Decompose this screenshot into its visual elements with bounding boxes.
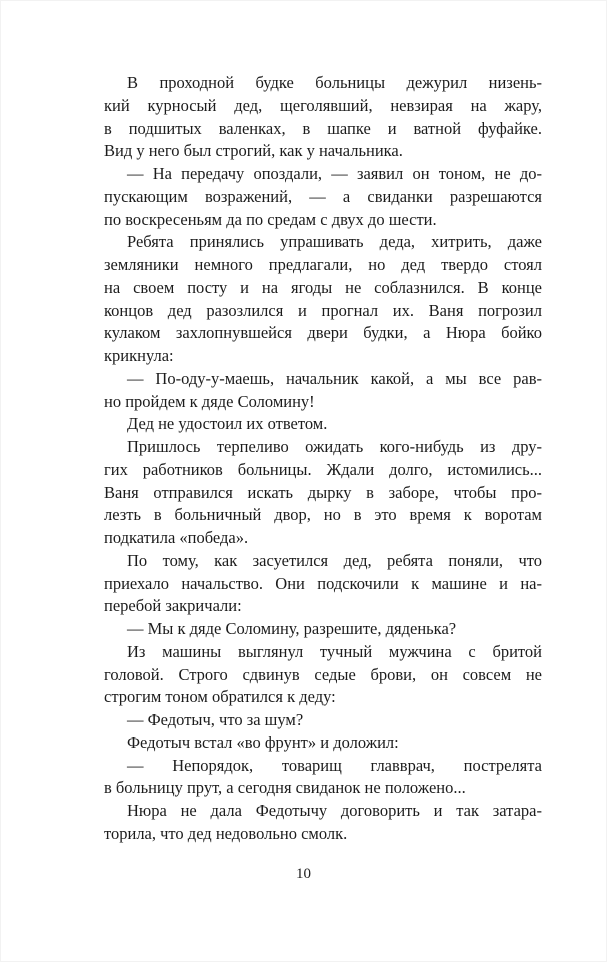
text-line: — На передачу опоздали, — заявил он тоном, не до- [127, 164, 542, 183]
text-line: кий курносый дед, щеголявший, невзирая на жару, [104, 95, 542, 115]
text-line: на своем посту и на ягоды не соблазнился. В конце [104, 277, 542, 297]
text-line: кулаком захлопнувшейся двери будки, а Нюра бойко [104, 323, 542, 343]
paragraph [104, 413, 542, 436]
text-block [104, 72, 542, 846]
text-line: гих работников больницы. Ждали долго, истомились... [104, 459, 542, 479]
text-line: — Федотыч, что за шум? [127, 710, 304, 729]
text-line: — По-оду-у-маешь, начальник какой, а мы все рав- [127, 368, 542, 388]
paragraph [104, 436, 542, 550]
paragraph [104, 550, 542, 618]
text-line: — Непорядок, товарищ главврач, пострелята [127, 755, 542, 775]
paragraph [104, 72, 542, 163]
text-line: Нюра не дала Федотычу договорить и так затара- [127, 801, 542, 820]
text-line: Вид у него был строгий, как у начальника. [104, 141, 403, 161]
text-line: — Мы к дяде Соломину, разрешите, дяденька? [127, 619, 457, 638]
text-line: Из машины выглянул тучный мужчина с бритой [127, 641, 542, 661]
text-line: Ребята принялись упрашивать деда, хитрить, даже [127, 232, 542, 252]
paragraph [104, 732, 542, 755]
text-line: крикнула: [104, 346, 174, 365]
text-line: подкатила «победа». [104, 528, 249, 547]
text-line: Пришлось терпеливо ожидать кого-нибудь из дру- [127, 437, 542, 456]
paragraph [104, 800, 542, 846]
text-line: в больницу прут, а сегодня свиданок не положено... [104, 778, 466, 798]
text-line: Федотыч встал «во фрунт» и доложил: [127, 732, 399, 752]
text-line: приехало начальство. Они подскочили к машине и на- [104, 573, 542, 593]
text-line: перебой закричали: [104, 596, 242, 616]
paragraph [104, 368, 542, 414]
paragraph [104, 755, 542, 801]
text-line: строгим тоном обратился к деду: [104, 687, 336, 707]
text-line: лезть в больничный двор, но в это время к воротам [104, 505, 542, 525]
text-line: но пройдем к дяде Соломину! [104, 391, 315, 411]
paragraph [104, 231, 542, 368]
text-line: земляники немного предлагали, но дед твердо стоял [104, 255, 542, 274]
page-number: 10 [296, 866, 311, 882]
paragraph [104, 163, 542, 231]
text-line: торила, что дед недовольно смолк. [104, 823, 348, 843]
text-line: В проходной будке больницы дежурил низень- [127, 73, 542, 92]
paragraph [104, 641, 542, 709]
text-line: пускающим возражений, — а свиданки разрешаются [104, 186, 542, 206]
paragraph [104, 709, 542, 732]
text-line: По тому, как засуетился дед, ребята поняли, что [127, 550, 542, 570]
text-line: концов дед разозлился и прогнал их. Ваня погрозил [104, 300, 542, 320]
paragraph [104, 618, 542, 641]
text-line: головой. Строго сдвинув седые брови, он совсем не [104, 664, 542, 684]
text-line: Дед не удостоил их ответом. [127, 414, 328, 434]
text-line: Ваня отправился искать дырку в заборе, чтобы про- [104, 482, 542, 502]
text-line: в подшитых валенках, в шапке и ватной фуфайке. [104, 118, 542, 138]
text-line: по воскресеньям да по средам с двух до шести. [104, 209, 437, 229]
